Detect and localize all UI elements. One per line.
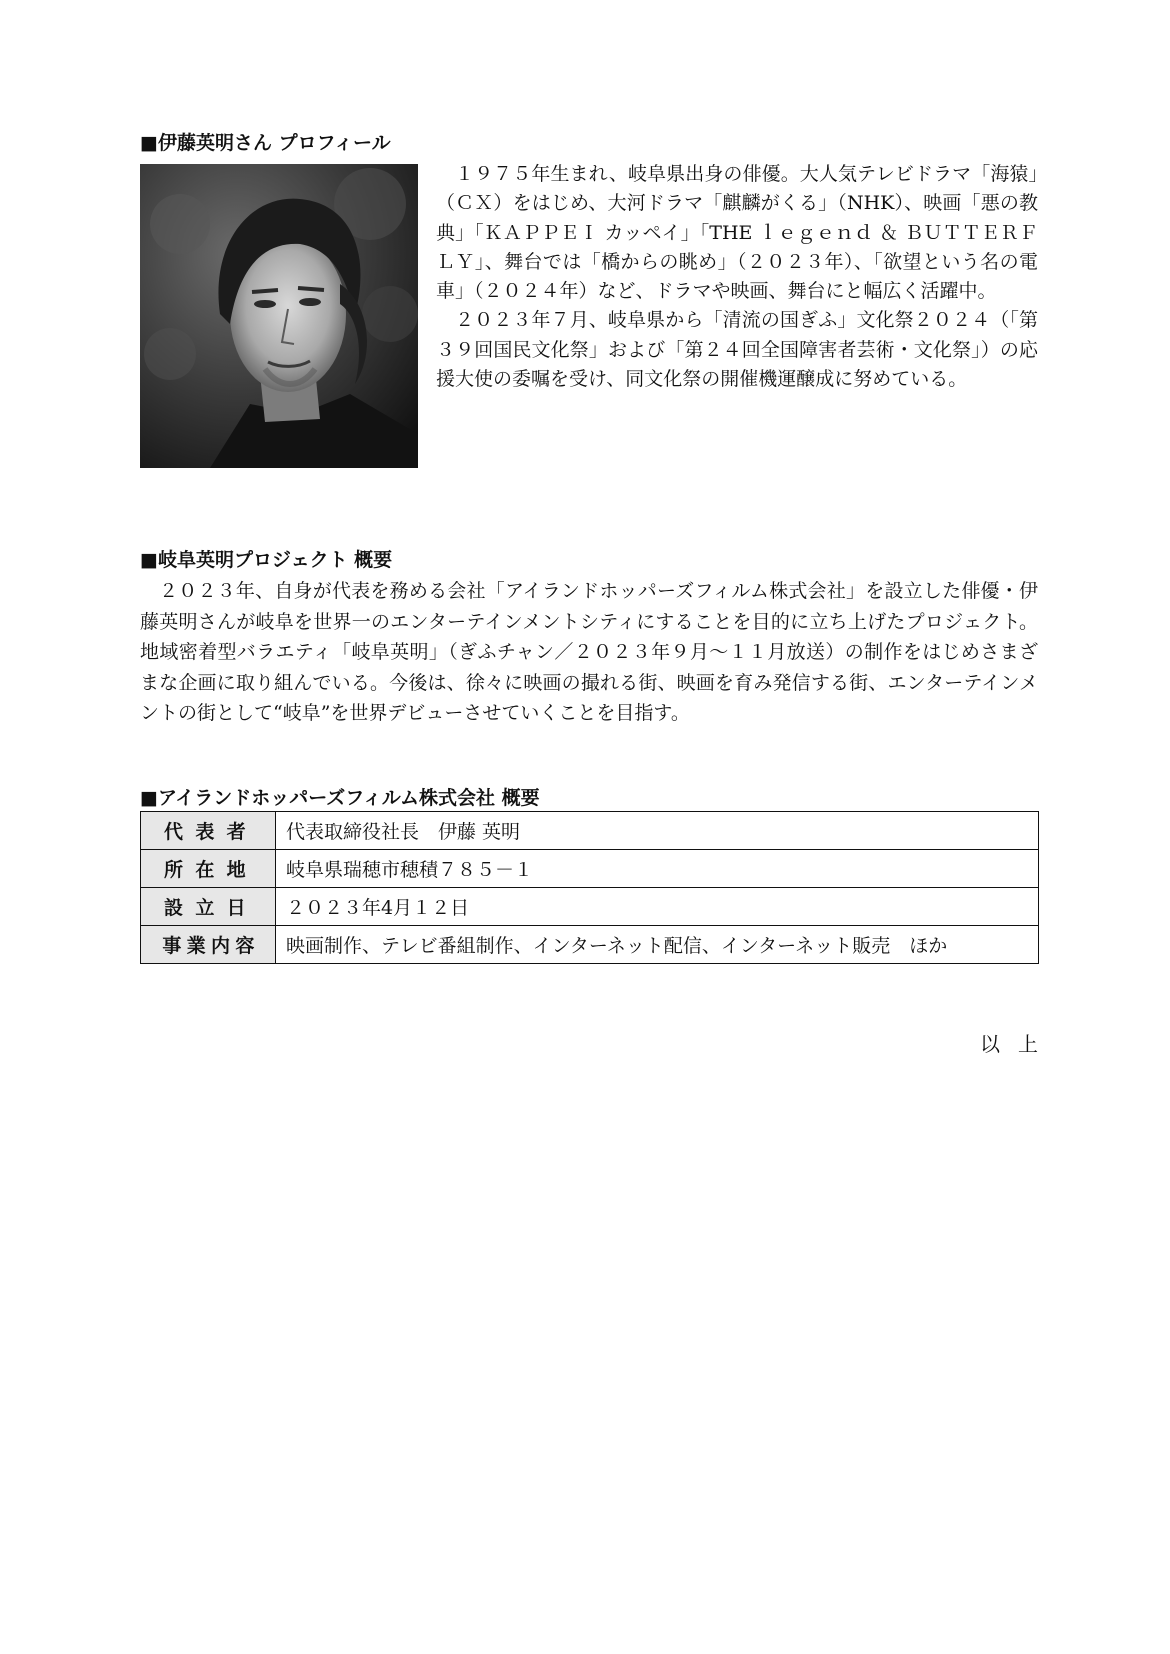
row-value: 映画制作、テレビ番組制作、インターネット配信、インターネット販売 ほか [276,926,1039,964]
profile-bio [436,160,1038,394]
table-row [141,812,1039,850]
profile-paragraph: １９７５年生まれ、岐阜県出身の俳優。大人気テレビドラマ「海猿」（ＣＸ）をはじめ、大河ドラマ「麒麟がくる」（NHK）、映画「悪の教典」「ＫＡＰＰＥＩ カッペイ」「THE ｌｅｇｅｎｄ ＆ ＢＵＴＴＥＲＦＬＹ」、舞台では「橋からの眺め」（２０２３年）、「欲望という名の電車」（２０２４年）など、ドラマや映画、舞台にと幅広く活躍中。 [436,163,1038,303]
project-heading: ■岐阜英明プロジェクト 概要 [140,549,393,571]
table-row [141,850,1039,888]
table-row [141,926,1039,964]
row-value: 岐阜県瑞穂市穂積７８５－１ [276,850,1039,888]
company-table [140,811,1039,964]
profile-paragraph: ２０２３年７月、岐阜県から「清流の国ぎふ」文化祭２０２４（「第３９回国民文化祭」および「第２４回全国障害者芸術・文化祭」）の応援大使の委嘱を受け、同文化祭の開催機運醸成に努めている。 [436,309,1038,391]
profile-photo [140,164,418,468]
closing-text: 以上 [980,1032,1056,1056]
profile-heading: ■伊藤英明さん プロフィール [140,132,391,154]
project-overview: ２０２３年、自身が代表を務める会社「アイランドホッパーズフィルム株式会社」を設立した俳優・伊藤英明さんが岐阜を世界一のエンターテインメントシティにすることを目的に立ち上げたプロジェクト。地域密着型バラエティ「岐阜英明」（ぎふチャン／２０２３年９月～１１月放送）の制作をはじめさまざまな企画に取り組んでいる。今後は、徐々に映画の撮れる街、映画を育み発信する街、エンターテインメントの街として“岐阜”を世界デビューさせていくことを目指す。 [140,580,1038,724]
row-key: 設立日 [141,888,276,926]
row-key: 所在地 [141,850,276,888]
row-key: 事業内容 [141,926,276,964]
company-heading: ■アイランドホッパーズフィルム株式会社 概要 [140,787,540,809]
row-key: 代表者 [141,812,276,850]
row-value: 代表取締役社長 伊藤 英明 [276,812,1039,850]
row-value: ２０２３年4月１２日 [276,888,1039,926]
table-row [141,888,1039,926]
